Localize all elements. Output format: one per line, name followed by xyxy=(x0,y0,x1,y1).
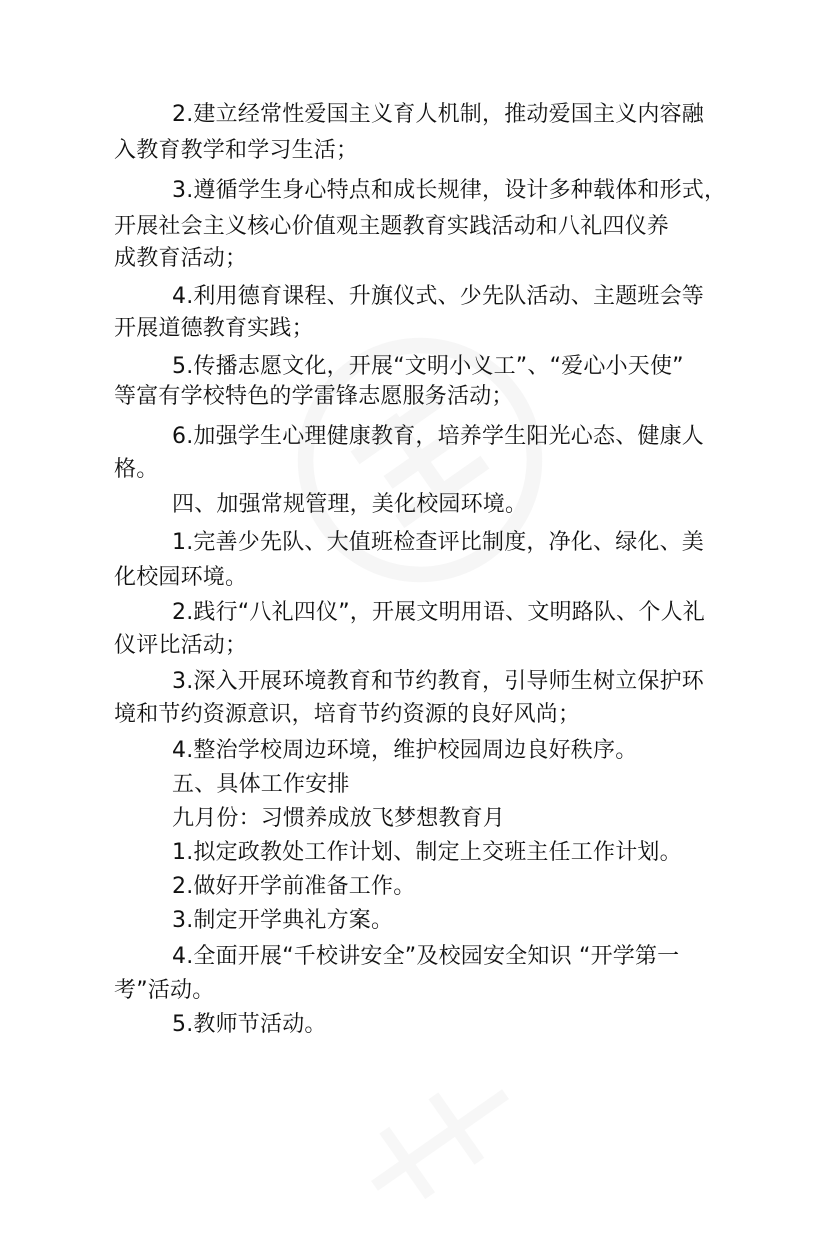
paragraph-line: 格。 xyxy=(114,457,159,482)
paragraph-line: 4.整治学校周边环境，维护校园周边良好秩序。 xyxy=(172,738,638,763)
paragraph-line: 开展社会主义核心价值观主题教育实践活动和八礼四仪养 xyxy=(114,214,670,239)
paragraph-line: 开展道德教育实践； xyxy=(114,316,314,341)
paragraph-line: 仪评比活动； xyxy=(114,633,248,658)
paragraph-line: 入教育教学和学习生活； xyxy=(114,138,359,163)
paragraph-line: 3.遵循学生身心特点和成长规律，设计多种载体和形式， xyxy=(172,178,727,203)
paragraph-line: 5.传播志愿文化，开展“文明小义工”、“爱心小天使” xyxy=(172,354,684,379)
paragraph-line: 2.践行“八礼四仪”，开展文明用语、文明路队、个人礼 xyxy=(172,600,705,625)
section-heading: 五、具体工作安排 xyxy=(172,772,350,797)
paragraph-line: 4.全面开展“千校讲安全”及校园安全知识 “开学第一 xyxy=(172,944,680,969)
paragraph-line: 等富有学校特色的学雷锋志愿服务活动； xyxy=(114,384,514,409)
month-heading: 九月份：习惯养成放飞梦想教育月 xyxy=(172,806,506,831)
paragraph-line: 1.拟定政教处工作计划、制定上交班主任工作计划。 xyxy=(172,840,682,865)
paragraph-line: 4.利用德育课程、升旗仪式、少先队活动、主题班会等 xyxy=(172,284,704,309)
paragraph-line: 2.做好开学前准备工作。 xyxy=(172,874,416,899)
paragraph-line: 1.完善少先队、大值班检查评比制度，净化、绿化、美 xyxy=(172,530,704,555)
section-heading: 四、加强常规管理，美化校园环境。 xyxy=(172,492,528,517)
paragraph-line: 境和节约资源意识，培育节约资源的良好风尚； xyxy=(114,702,581,727)
paragraph-line: 2.建立经常性爱国主义育人机制，推动爱国主义内容融 xyxy=(172,102,704,127)
paragraph-line: 化校园环境。 xyxy=(114,565,248,590)
paragraph-line: 5.教师节活动。 xyxy=(172,1012,327,1037)
paragraph-line: 6.加强学生心理健康教育，培养学生阳光心态、健康人 xyxy=(172,424,704,449)
paragraph-line: 考”活动。 xyxy=(114,978,215,1003)
paragraph-line: 3.制定开学典礼方案。 xyxy=(172,908,394,933)
paragraph-line: 成教育活动； xyxy=(114,246,248,271)
paragraph-line: 3.深入开展环境教育和节约教育，引导师生树立保护环 xyxy=(172,669,704,694)
watermark-icon xyxy=(324,1033,557,1246)
